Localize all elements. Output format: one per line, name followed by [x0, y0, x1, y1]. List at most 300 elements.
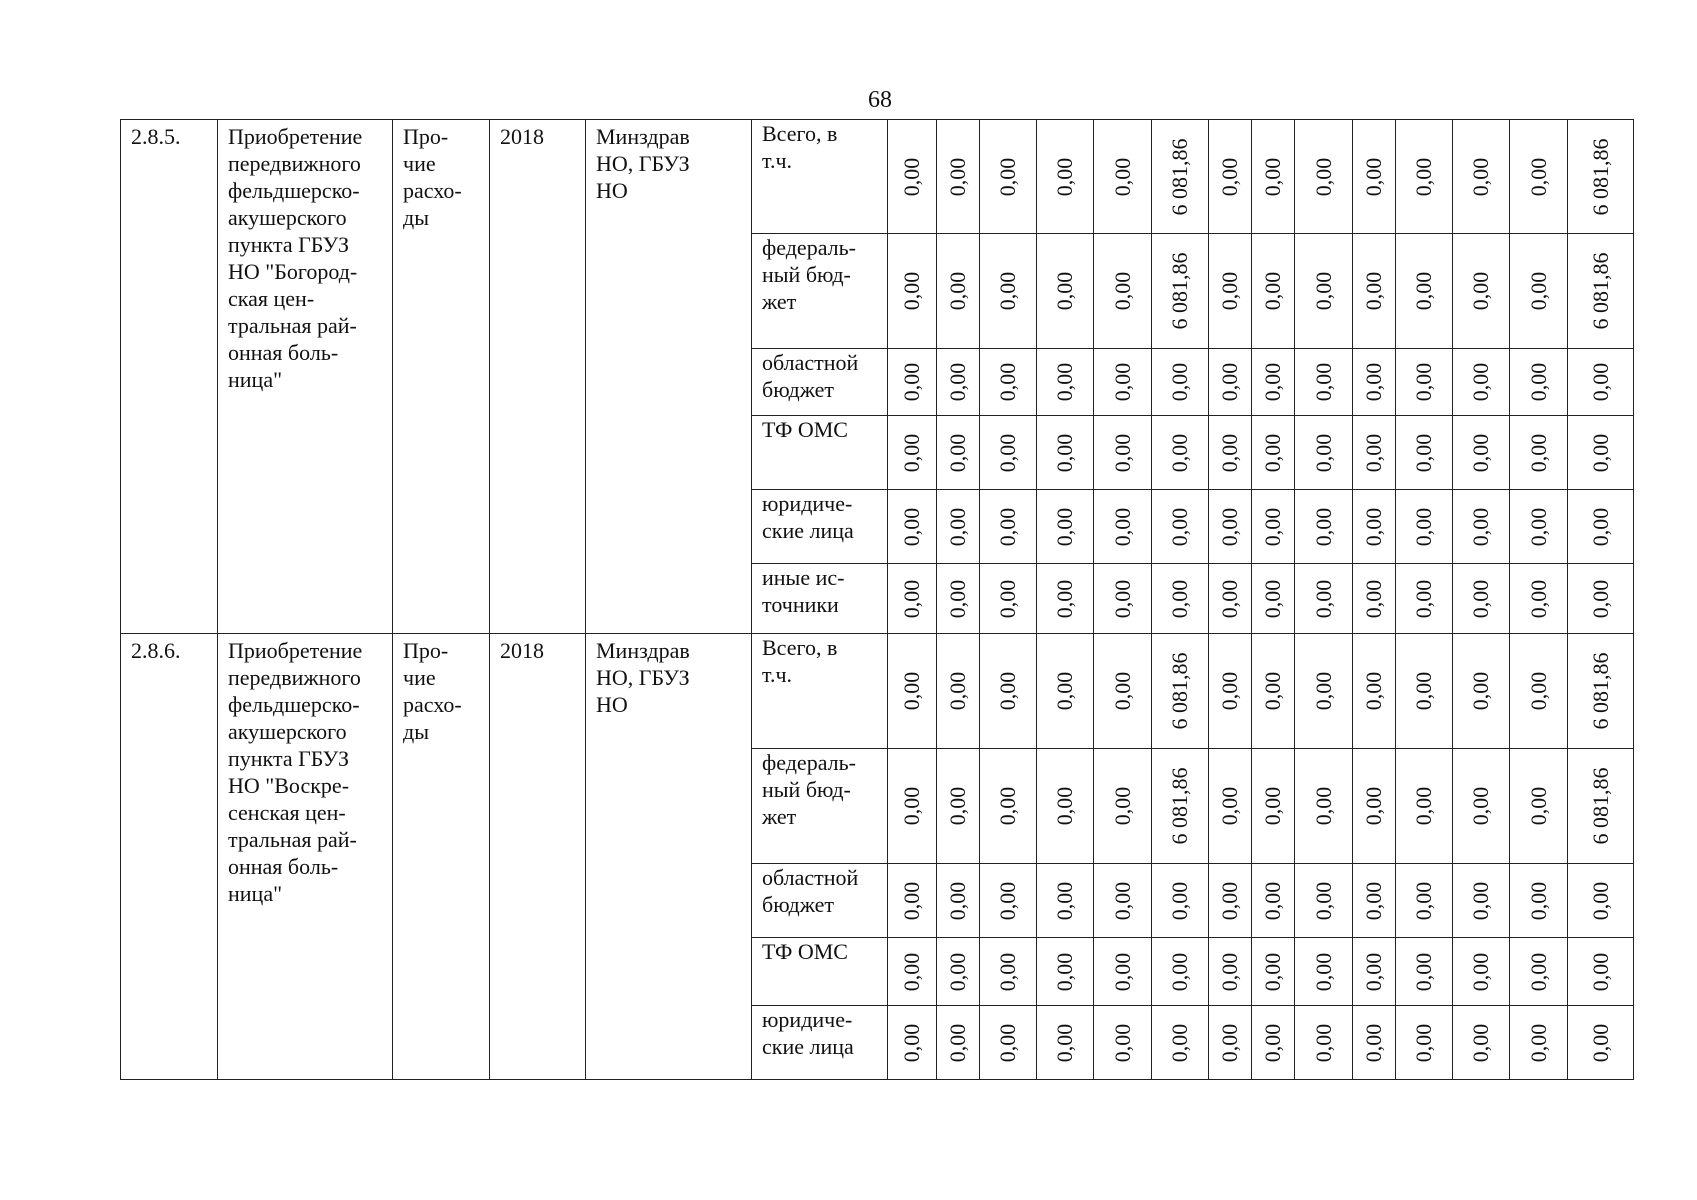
value-cell [1209, 416, 1252, 490]
value-cell [1094, 864, 1152, 938]
value: 0,00 [1587, 952, 1613, 991]
value: 6 081,86 [1587, 767, 1613, 845]
value: 0,00 [995, 1023, 1020, 1062]
value: 0,00 [1109, 271, 1135, 311]
value-cell [1453, 1006, 1510, 1080]
item-year: 2018 [500, 638, 544, 663]
value: 0,00 [945, 362, 970, 402]
source-label: ТФ ОМС [762, 417, 848, 442]
value: 0,00 [1468, 881, 1493, 920]
expense-type: Про- чие расхо- ды [403, 638, 462, 744]
value: 0,00 [899, 671, 924, 711]
value-cell [1295, 234, 1353, 349]
value-cell [1252, 564, 1295, 634]
source-label-cell [752, 349, 888, 416]
value-cell [1252, 1006, 1295, 1080]
value-cell [888, 938, 937, 1006]
item-code: 2.8.6. [131, 638, 181, 663]
value-cell [888, 864, 937, 938]
value: 0,00 [1310, 786, 1336, 826]
value: 0,00 [1411, 1023, 1436, 1062]
value-cell [1252, 634, 1295, 749]
value: 0,00 [1109, 786, 1135, 826]
value-cell [1252, 490, 1295, 564]
value: 0,00 [899, 579, 924, 618]
value: 0,00 [899, 1023, 924, 1062]
value-cell [1037, 234, 1094, 349]
value: 0,00 [1052, 881, 1077, 920]
value-cell [1510, 234, 1568, 349]
value: 0,00 [1260, 362, 1285, 402]
value: 0,00 [1468, 433, 1493, 472]
value-cell [1295, 120, 1353, 234]
value-cell [1252, 749, 1295, 864]
value: 0,00 [1361, 671, 1386, 711]
value: 0,00 [1587, 507, 1613, 546]
value-cell [1295, 749, 1353, 864]
value-cell [1510, 1006, 1568, 1080]
value: 0,00 [1468, 157, 1493, 196]
value-cell [1396, 634, 1453, 749]
value: 0,00 [1310, 952, 1336, 991]
value: 0,00 [995, 507, 1020, 546]
value-cell [1568, 490, 1634, 564]
value: 0,00 [1525, 433, 1551, 472]
value: 0,00 [1468, 952, 1493, 991]
value: 0,00 [945, 157, 970, 196]
value: 0,00 [1587, 1023, 1613, 1062]
value: 0,00 [1260, 579, 1285, 618]
value: 0,00 [1587, 362, 1613, 402]
value: 0,00 [995, 786, 1020, 826]
value-cell [1353, 416, 1396, 490]
value-cell [1295, 864, 1353, 938]
value-cell [1295, 634, 1353, 749]
value: 0,00 [995, 671, 1020, 711]
value: 0,00 [995, 271, 1020, 311]
value: 0,00 [995, 952, 1020, 991]
value-cell [1094, 1006, 1152, 1080]
value-cell [1094, 749, 1152, 864]
value: 0,00 [1310, 271, 1336, 311]
value: 0,00 [1587, 579, 1613, 618]
value-cell [1568, 749, 1634, 864]
value-cell [1152, 416, 1209, 490]
value: 0,00 [1411, 362, 1436, 402]
value-cell [1152, 234, 1209, 349]
source-label: иные ис- точники [762, 565, 845, 617]
value: 0,00 [1217, 881, 1242, 920]
value-cell [1252, 416, 1295, 490]
value-cell [1568, 864, 1634, 938]
value-cell [1037, 864, 1094, 938]
value: 0,00 [1361, 1023, 1386, 1062]
value-cell [937, 634, 980, 749]
source-label: юридиче- ские лица [762, 1007, 854, 1059]
value: 0,00 [945, 671, 970, 711]
value: 0,00 [1109, 433, 1135, 472]
funding-table [120, 119, 1634, 1080]
value: 0,00 [1217, 671, 1242, 711]
value-cell [1209, 749, 1252, 864]
value-cell [1252, 864, 1295, 938]
value-cell [1396, 864, 1453, 938]
item-executor-cell [586, 634, 752, 1080]
value: 0,00 [1468, 271, 1493, 311]
value: 0,00 [1525, 507, 1551, 546]
value-cell [1037, 120, 1094, 234]
item-executor: Минздрав НО, ГБУЗ НО [596, 638, 690, 717]
value-cell [1152, 749, 1209, 864]
value-cell [1353, 634, 1396, 749]
page-number: 68 [868, 87, 892, 113]
source-label-cell [752, 234, 888, 349]
value: 0,00 [1468, 671, 1493, 711]
value: 0,00 [1167, 579, 1192, 618]
source-label: областной бюджет [762, 865, 859, 917]
item-year-cell [490, 634, 586, 1080]
value-cell [1510, 749, 1568, 864]
value-cell [937, 938, 980, 1006]
value-cell [1037, 349, 1094, 416]
source-label-cell [752, 634, 888, 749]
item-name-cell [218, 120, 393, 634]
value: 0,00 [1260, 507, 1285, 546]
value-cell [980, 349, 1037, 416]
value: 0,00 [899, 881, 924, 920]
value: 0,00 [1167, 362, 1192, 402]
value: 0,00 [945, 786, 970, 826]
value: 0,00 [1525, 786, 1551, 826]
value-cell [1037, 634, 1094, 749]
value-cell [1094, 634, 1152, 749]
item-code-cell [121, 634, 218, 1080]
value-cell [1152, 564, 1209, 634]
value: 0,00 [1468, 786, 1493, 826]
value: 0,00 [1052, 507, 1077, 546]
value: 0,00 [1310, 671, 1336, 711]
value-cell [1209, 234, 1252, 349]
value-cell [980, 234, 1037, 349]
value-cell [888, 634, 937, 749]
value-cell [1510, 864, 1568, 938]
value: 0,00 [1525, 881, 1551, 920]
value-cell [1037, 749, 1094, 864]
value: 0,00 [1411, 881, 1436, 920]
table-row [121, 634, 1634, 749]
value-cell [1037, 416, 1094, 490]
value: 6 081,86 [1167, 767, 1192, 845]
value: 0,00 [1217, 362, 1242, 402]
value: 0,00 [995, 579, 1020, 618]
value-cell [1252, 234, 1295, 349]
value: 0,00 [1052, 671, 1077, 711]
source-label-cell [752, 864, 888, 938]
expense-type-cell [393, 120, 490, 634]
value-cell [1453, 749, 1510, 864]
value-cell [937, 1006, 980, 1080]
source-label-cell [752, 120, 888, 234]
value: 0,00 [1525, 952, 1551, 991]
value: 0,00 [1525, 362, 1551, 402]
value-cell [1353, 490, 1396, 564]
value: 0,00 [1468, 362, 1493, 402]
value-cell [1094, 234, 1152, 349]
value: 0,00 [1217, 433, 1242, 472]
value-cell [1037, 490, 1094, 564]
value-cell [1396, 234, 1453, 349]
value: 0,00 [995, 362, 1020, 402]
item-name-cell [218, 634, 393, 1080]
value: 0,00 [1109, 671, 1135, 711]
value-cell [1396, 490, 1453, 564]
value: 0,00 [1217, 157, 1242, 196]
source-label: федераль- ный бюд- жет [762, 235, 856, 314]
value-cell [1094, 938, 1152, 1006]
value: 6 081,86 [1587, 652, 1613, 730]
value-cell [1353, 749, 1396, 864]
value-cell [1209, 634, 1252, 749]
value: 0,00 [1109, 1023, 1135, 1062]
value-cell [980, 490, 1037, 564]
value: 0,00 [1361, 507, 1386, 546]
value: 0,00 [1361, 433, 1386, 472]
value: 0,00 [1109, 579, 1135, 618]
value-cell [1295, 564, 1353, 634]
value-cell [1510, 349, 1568, 416]
value-cell [1396, 120, 1453, 234]
value: 0,00 [1525, 271, 1551, 311]
value-cell [980, 749, 1037, 864]
value: 0,00 [1411, 952, 1436, 991]
value-cell [1209, 864, 1252, 938]
value-cell [1510, 120, 1568, 234]
table-row [121, 120, 1634, 234]
item-name: Приобретение передвижного фельдшерско- акушерского пункта ГБУЗ НО "Богород- ская цен- тральная рай- онная боль- ница" [228, 124, 363, 392]
value: 0,00 [1361, 271, 1386, 311]
value-cell [888, 120, 937, 234]
value-cell [980, 120, 1037, 234]
item-name: Приобретение передвижного фельдшерско- акушерского пункта ГБУЗ НО "Воскре- сенская цен- тральная рай- онная боль- ница" [228, 638, 363, 906]
value-cell [1568, 938, 1634, 1006]
value-cell [1510, 564, 1568, 634]
value: 0,00 [899, 157, 924, 196]
value: 0,00 [1217, 271, 1242, 311]
value-cell [980, 564, 1037, 634]
value: 0,00 [1109, 952, 1135, 991]
value: 0,00 [1217, 952, 1242, 991]
value: 0,00 [945, 881, 970, 920]
value-cell [1453, 564, 1510, 634]
value: 0,00 [1109, 157, 1135, 196]
value-cell [1568, 349, 1634, 416]
value: 0,00 [1411, 271, 1436, 311]
value: 6 081,86 [1167, 652, 1192, 730]
value-cell [1037, 938, 1094, 1006]
value: 0,00 [1361, 881, 1386, 920]
value: 0,00 [1260, 786, 1285, 826]
value: 0,00 [945, 507, 970, 546]
value-cell [980, 864, 1037, 938]
value: 0,00 [1525, 157, 1551, 196]
source-label-cell [752, 564, 888, 634]
value-cell [1152, 1006, 1209, 1080]
value: 0,00 [1260, 271, 1285, 311]
item-executor-cell [586, 120, 752, 634]
value-cell [1094, 120, 1152, 234]
value-cell [1353, 120, 1396, 234]
value: 0,00 [1052, 952, 1077, 991]
value: 0,00 [1052, 433, 1077, 472]
value-cell [1568, 234, 1634, 349]
value-cell [937, 349, 980, 416]
source-label: Всего, в т.ч. [762, 635, 838, 687]
value-cell [1510, 938, 1568, 1006]
value-cell [1510, 634, 1568, 749]
value: 0,00 [1052, 786, 1077, 826]
value-cell [888, 349, 937, 416]
value-cell [1295, 349, 1353, 416]
value: 0,00 [1260, 881, 1285, 920]
value-cell [1152, 120, 1209, 234]
value: 0,00 [1260, 671, 1285, 711]
value: 0,00 [1361, 579, 1386, 618]
value: 0,00 [1361, 157, 1386, 196]
value: 0,00 [1468, 507, 1493, 546]
value-cell [1094, 564, 1152, 634]
value: 0,00 [899, 507, 924, 546]
value: 0,00 [1468, 1023, 1493, 1062]
value: 0,00 [1167, 433, 1192, 472]
source-label: ТФ ОМС [762, 939, 848, 964]
value-cell [1396, 1006, 1453, 1080]
value: 0,00 [899, 952, 924, 991]
value-cell [1152, 634, 1209, 749]
value: 0,00 [1217, 579, 1242, 618]
value: 0,00 [1109, 881, 1135, 920]
value-cell [980, 938, 1037, 1006]
value: 0,00 [1525, 1023, 1551, 1062]
value-cell [1396, 749, 1453, 864]
value: 0,00 [1260, 433, 1285, 472]
value: 0,00 [1310, 1023, 1336, 1062]
value: 6 081,86 [1587, 138, 1613, 215]
value-cell [1295, 490, 1353, 564]
value-cell [937, 564, 980, 634]
value: 0,00 [1310, 362, 1336, 402]
value: 0,00 [1167, 952, 1192, 991]
value: 0,00 [1052, 362, 1077, 402]
source-label-cell [752, 416, 888, 490]
value-cell [1209, 564, 1252, 634]
value-cell [1353, 864, 1396, 938]
source-label: юридиче- ские лица [762, 491, 854, 543]
source-label: Всего, в т.ч. [762, 121, 838, 173]
value: 0,00 [1167, 1023, 1192, 1062]
value-cell [1396, 416, 1453, 490]
value: 0,00 [1525, 579, 1551, 618]
value: 0,00 [899, 362, 924, 402]
value: 0,00 [1361, 786, 1386, 826]
source-label: федераль- ный бюд- жет [762, 750, 856, 829]
item-year-cell [490, 120, 586, 634]
value: 0,00 [1587, 881, 1613, 920]
value-cell [1568, 120, 1634, 234]
value-cell [1209, 120, 1252, 234]
value: 0,00 [1411, 579, 1436, 618]
value-cell [1453, 490, 1510, 564]
source-label-cell [752, 1006, 888, 1080]
value-cell [1152, 938, 1209, 1006]
value-cell [1209, 349, 1252, 416]
value-cell [1252, 349, 1295, 416]
value-cell [1094, 490, 1152, 564]
value-cell [937, 120, 980, 234]
value-cell [1353, 1006, 1396, 1080]
value-cell [1453, 864, 1510, 938]
expense-type: Про- чие расхо- ды [403, 124, 462, 230]
value: 0,00 [1310, 507, 1336, 546]
value-cell [1453, 938, 1510, 1006]
value-cell [1353, 349, 1396, 416]
value: 0,00 [899, 271, 924, 311]
value-cell [1037, 564, 1094, 634]
value-cell [888, 416, 937, 490]
value: 0,00 [1260, 952, 1285, 991]
value: 0,00 [945, 952, 970, 991]
value: 0,00 [1310, 157, 1336, 196]
value: 0,00 [1167, 881, 1192, 920]
value: 0,00 [1411, 433, 1436, 472]
value: 0,00 [1411, 786, 1436, 826]
value: 0,00 [1411, 507, 1436, 546]
value-cell [937, 234, 980, 349]
value-cell [1252, 120, 1295, 234]
value: 0,00 [1052, 157, 1077, 196]
value: 0,00 [1109, 362, 1135, 402]
value-cell [1396, 349, 1453, 416]
expense-type-cell [393, 634, 490, 1080]
value-cell [1396, 938, 1453, 1006]
value-cell [1453, 634, 1510, 749]
value: 0,00 [1361, 952, 1386, 991]
value-cell [980, 1006, 1037, 1080]
value-cell [1568, 634, 1634, 749]
value-cell [1568, 416, 1634, 490]
value-cell [1396, 564, 1453, 634]
value-cell [888, 749, 937, 864]
value-cell [888, 564, 937, 634]
value-cell [1453, 120, 1510, 234]
value-cell [1568, 1006, 1634, 1080]
value-cell [1037, 1006, 1094, 1080]
value-cell [1209, 1006, 1252, 1080]
source-label-cell [752, 938, 888, 1006]
value: 0,00 [1217, 1023, 1242, 1062]
value: 0,00 [1411, 671, 1436, 711]
item-code: 2.8.5. [131, 124, 181, 149]
value-cell [888, 1006, 937, 1080]
value: 0,00 [1310, 881, 1336, 920]
value: 0,00 [945, 271, 970, 311]
value-cell [937, 490, 980, 564]
item-year: 2018 [500, 124, 544, 149]
value: 0,00 [1310, 433, 1336, 472]
value: 0,00 [1260, 1023, 1285, 1062]
item-executor: Минздрав НО, ГБУЗ НО [596, 124, 690, 203]
value-cell [1510, 490, 1568, 564]
value-cell [1209, 938, 1252, 1006]
